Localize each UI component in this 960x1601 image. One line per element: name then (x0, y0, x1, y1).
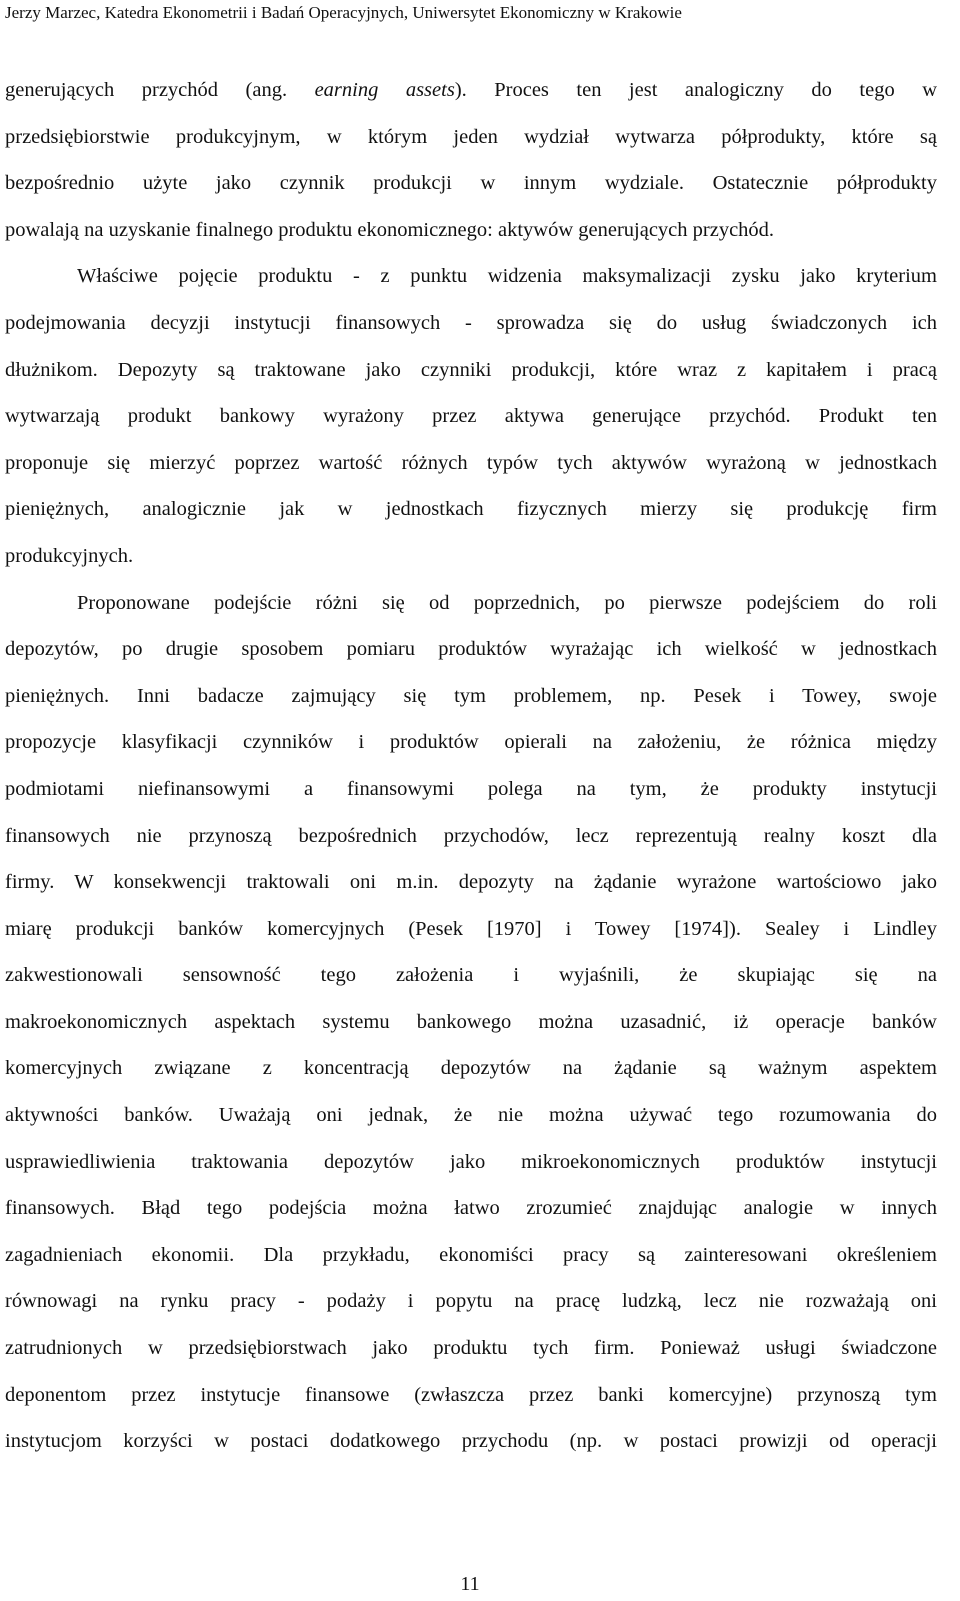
text-line: instytucjom korzyści w postaci dodatkowego przychodu (np. w postaci prowizji od operacji (5, 1430, 937, 1453)
running-header: Jerzy Marzec, Katedra Ekonometrii i Badań Operacyjnych, Uniwersytet Ekonomiczny w Krakowie (5, 3, 682, 22)
text-line: produkcyjnych. (5, 544, 134, 567)
text-line: podejmowania decyzji instytucji finansowych - sprowadza się do usług świadczonych ich (5, 311, 937, 334)
text-line: zagadnieniach ekonomii. Dla przykładu, ekonomiści pracy są zainteresowani określeniem (5, 1243, 937, 1266)
text-line: podmiotami niefinansowymi a finansowymi polega na tym, że produkty instytucji (5, 777, 937, 800)
text-line: usprawiedliwienia traktowania depozytów jako mikroekonomicznych produktów instytucji (5, 1150, 937, 1173)
text-line (5, 67, 937, 114)
text-line: równowagi na rynku pracy - podaży i popytu na pracę ludzką, lecz nie rozważają oni (5, 1290, 937, 1313)
text-line: finansowych nie przynoszą bezpośrednich przychodów, lecz reprezentują realny koszt dla (5, 824, 937, 847)
text-line: finansowych. Błąd tego podejścia można łatwo zrozumieć znajdując analogie w innych (5, 1197, 937, 1220)
body-text (5, 67, 937, 1465)
text-line: zakwestionowali sensowność tego założenia i wyjaśnili, że skupiając się na (5, 964, 937, 987)
text-line: dłużnikom. Depozyty są traktowane jako czynniki produkcji, które wraz z kapitałem i pracą (5, 358, 937, 381)
text-line: miarę produkcji banków komercyjnych (Pesek [1970] i Towey [1974]). Sealey i Lindley (5, 917, 937, 940)
text-line: Proponowane podejście różni się od poprzednich, po pierwsze podejściem do roli (77, 591, 937, 614)
text-line: propozycje klasyfikacji czynników i produktów opierali na założeniu, że różnica między (5, 731, 937, 754)
text-line: bezpośrednio użyte jako czynnik produkcji w innym wydziale. Ostatecznie półprodukty (5, 172, 937, 195)
text-line: pieniężnych, analogicznie jak w jednostkach fizycznych mierzy się produkcję firm (5, 498, 937, 521)
text-line: powalają na uzyskanie finalnego produktu ekonomicznego: aktywów generujących przychód. (5, 218, 775, 241)
text-line: deponentom przez instytucje finansowe (zwłaszcza przez banki komercyjne) przynoszą tym (5, 1383, 937, 1406)
text-segment: ). Proces ten jest analogiczny do tego w (454, 79, 937, 101)
text-line: makroekonomicznych aspektach systemu bankowego można uzasadnić, iż operacje banków (5, 1010, 937, 1033)
text-line: Właściwe pojęcie produktu - z punktu widzenia maksymalizacji zysku jako kryterium (77, 265, 937, 288)
text-line: przedsiębiorstwie produkcyjnym, w którym jeden wydział wytwarza półprodukty, które są (5, 125, 937, 148)
text-line: pieniężnych. Inni badacze zajmujący się tym problemem, np. Pesek i Towey, swoje (5, 684, 937, 707)
text-line: proponuje się mierzyć poprzez wartość różnych typów tych aktywów wyrażoną w jednostkach (5, 451, 937, 474)
text-line: zatrudnionych w przedsiębiorstwach jako produktu tych firm. Ponieważ usługi świadczone (5, 1337, 937, 1360)
page-number: 11 (460, 1573, 480, 1595)
text-line: firmy. W konsekwencji traktowali oni m.in. depozyty na żądanie wyrażone wartościowo jako (5, 871, 937, 894)
text-line: depozytów, po drugie sposobem pomiaru produktów wyrażając ich wielkość w jednostkach (5, 638, 937, 661)
text-segment: generujących przychód (ang. (5, 79, 315, 101)
emphasis-term: earning assets (314, 79, 455, 101)
text-line: wytwarzają produkt bankowy wyrażony przez aktywa generujące przychód. Produkt ten (5, 405, 937, 428)
text-line: komercyjnych związane z koncentracją depozytów na żądanie są ważnym aspektem (5, 1057, 937, 1080)
text-line: aktywności banków. Uważają oni jednak, że nie można używać tego rozumowania do (5, 1104, 937, 1127)
